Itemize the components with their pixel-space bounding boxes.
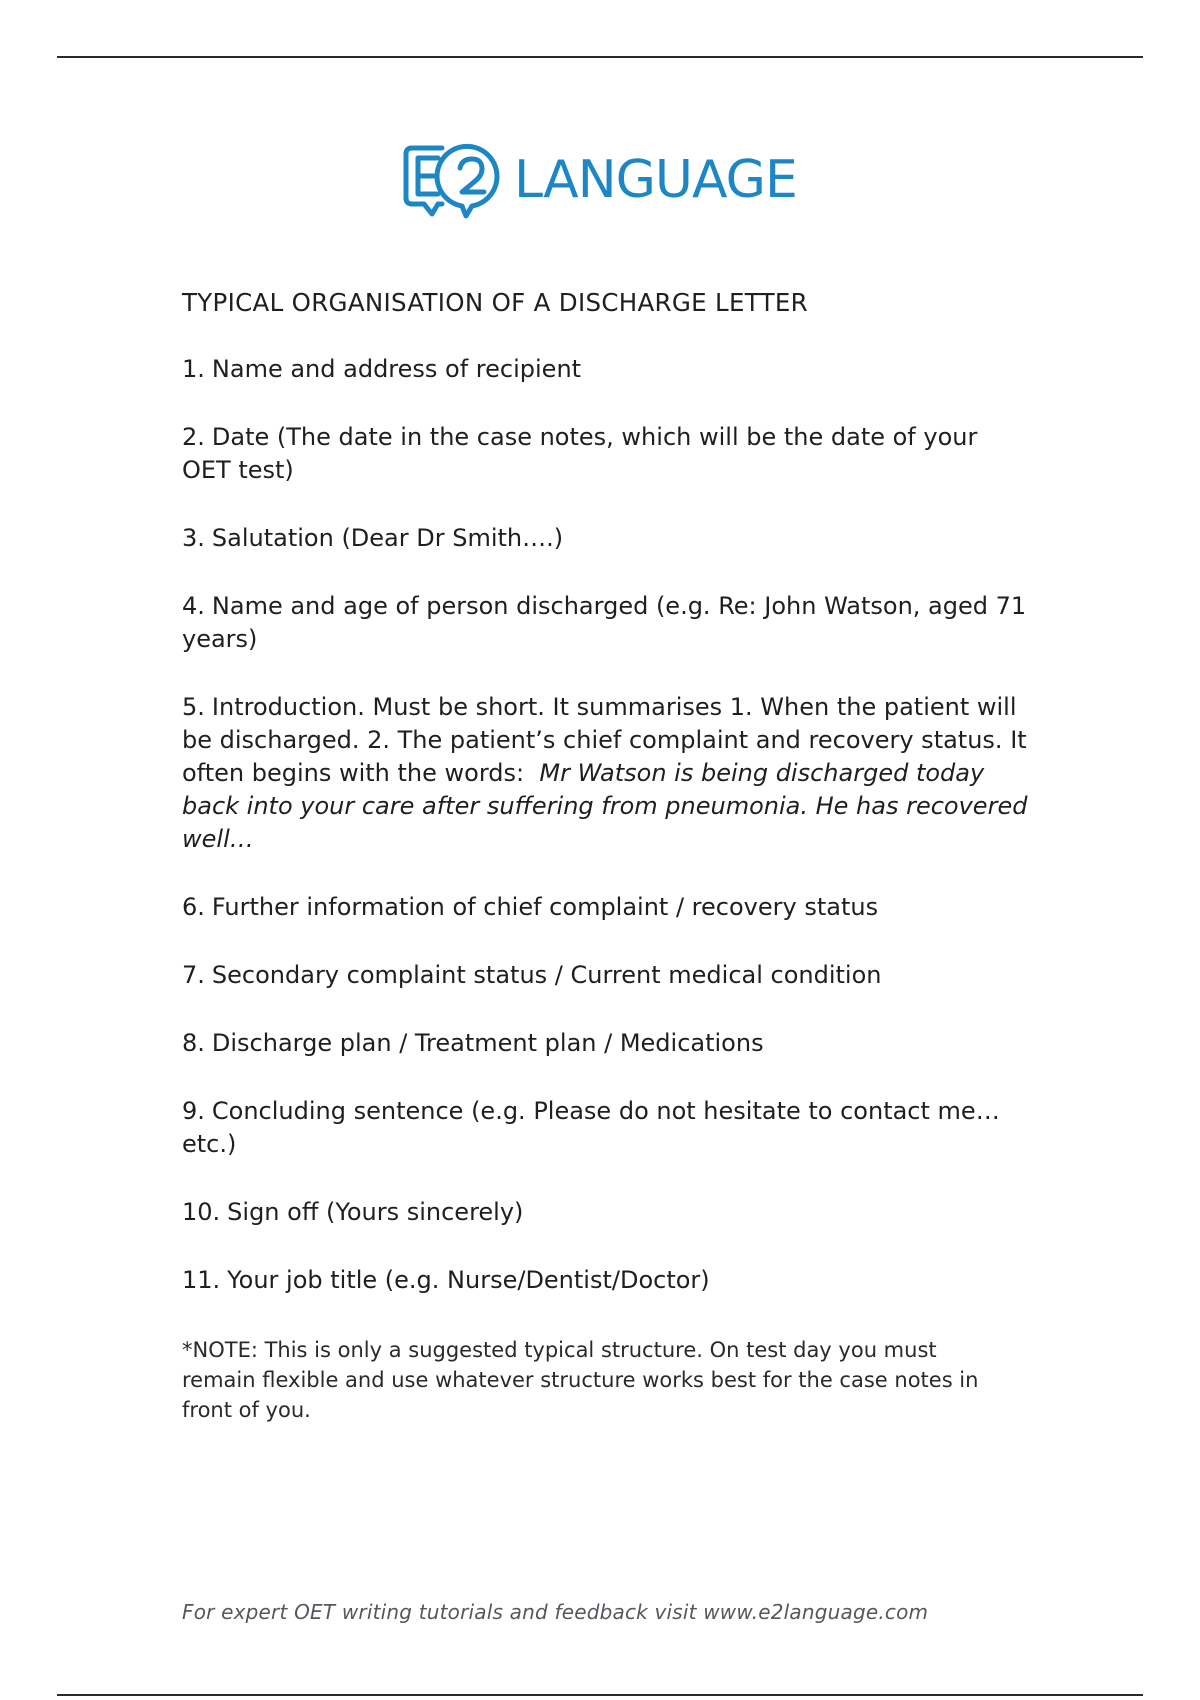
list-item: 2. Date (The date in the case notes, which will be the date of your OET test) (182, 423, 978, 484)
structure-note: *NOTE: This is only a suggested typical structure. On test day you must remain flexible and use whatever structure works best for the case notes in front of you. (182, 1338, 979, 1422)
list-item: 6. Further information of chief complaint / recovery status (182, 893, 879, 921)
page-title: TYPICAL ORGANISATION OF A DISCHARGE LETTER (182, 288, 808, 317)
letter-structure-list (182, 353, 1042, 1297)
list-item: 11. Your job title (e.g. Nurse/Dentist/Doctor) (182, 1266, 710, 1294)
e2language-logo (402, 140, 802, 230)
footer-promo-text: For expert OET writing tutorials and feedback visit www.e2language.com (182, 1600, 929, 1624)
list-item: 5. Introduction. Must be short. It summarises 1. When the patient will be discharged. 2. The patient’s chief complaint and recovery status. It often begins with the words: Mr Watson is being discharged today back into your care after suffering from pneumonia. He has recovered well… (182, 693, 1028, 853)
main-content (182, 286, 1042, 1446)
list-item: 8. Discharge plan / Treatment plan / Medications (182, 1029, 764, 1057)
bottom-rule (57, 1694, 1143, 1696)
list-item: 4. Name and age of person discharged (e.g. Re: John Watson, aged 71 years) (182, 592, 1027, 653)
example-opening-sentence: Mr Watson is being discharged today back into your care after suffering from pneumonia. He has recovered well… (182, 759, 1028, 853)
list-item: 10. Sign off (Yours sincerely) (182, 1198, 524, 1226)
top-rule (57, 56, 1143, 58)
list-item: 1. Name and address of recipient (182, 355, 582, 383)
logo-wordmark: LANGUAGE (514, 150, 797, 210)
list-item: 3. Salutation (Dear Dr Smith….) (182, 524, 564, 552)
e2-speech-bubble-icon (402, 140, 512, 230)
list-item: 7. Secondary complaint status / Current medical condition (182, 961, 882, 989)
list-item: 9. Concluding sentence (e.g. Please do not hesitate to contact me… etc.) (182, 1097, 1000, 1158)
